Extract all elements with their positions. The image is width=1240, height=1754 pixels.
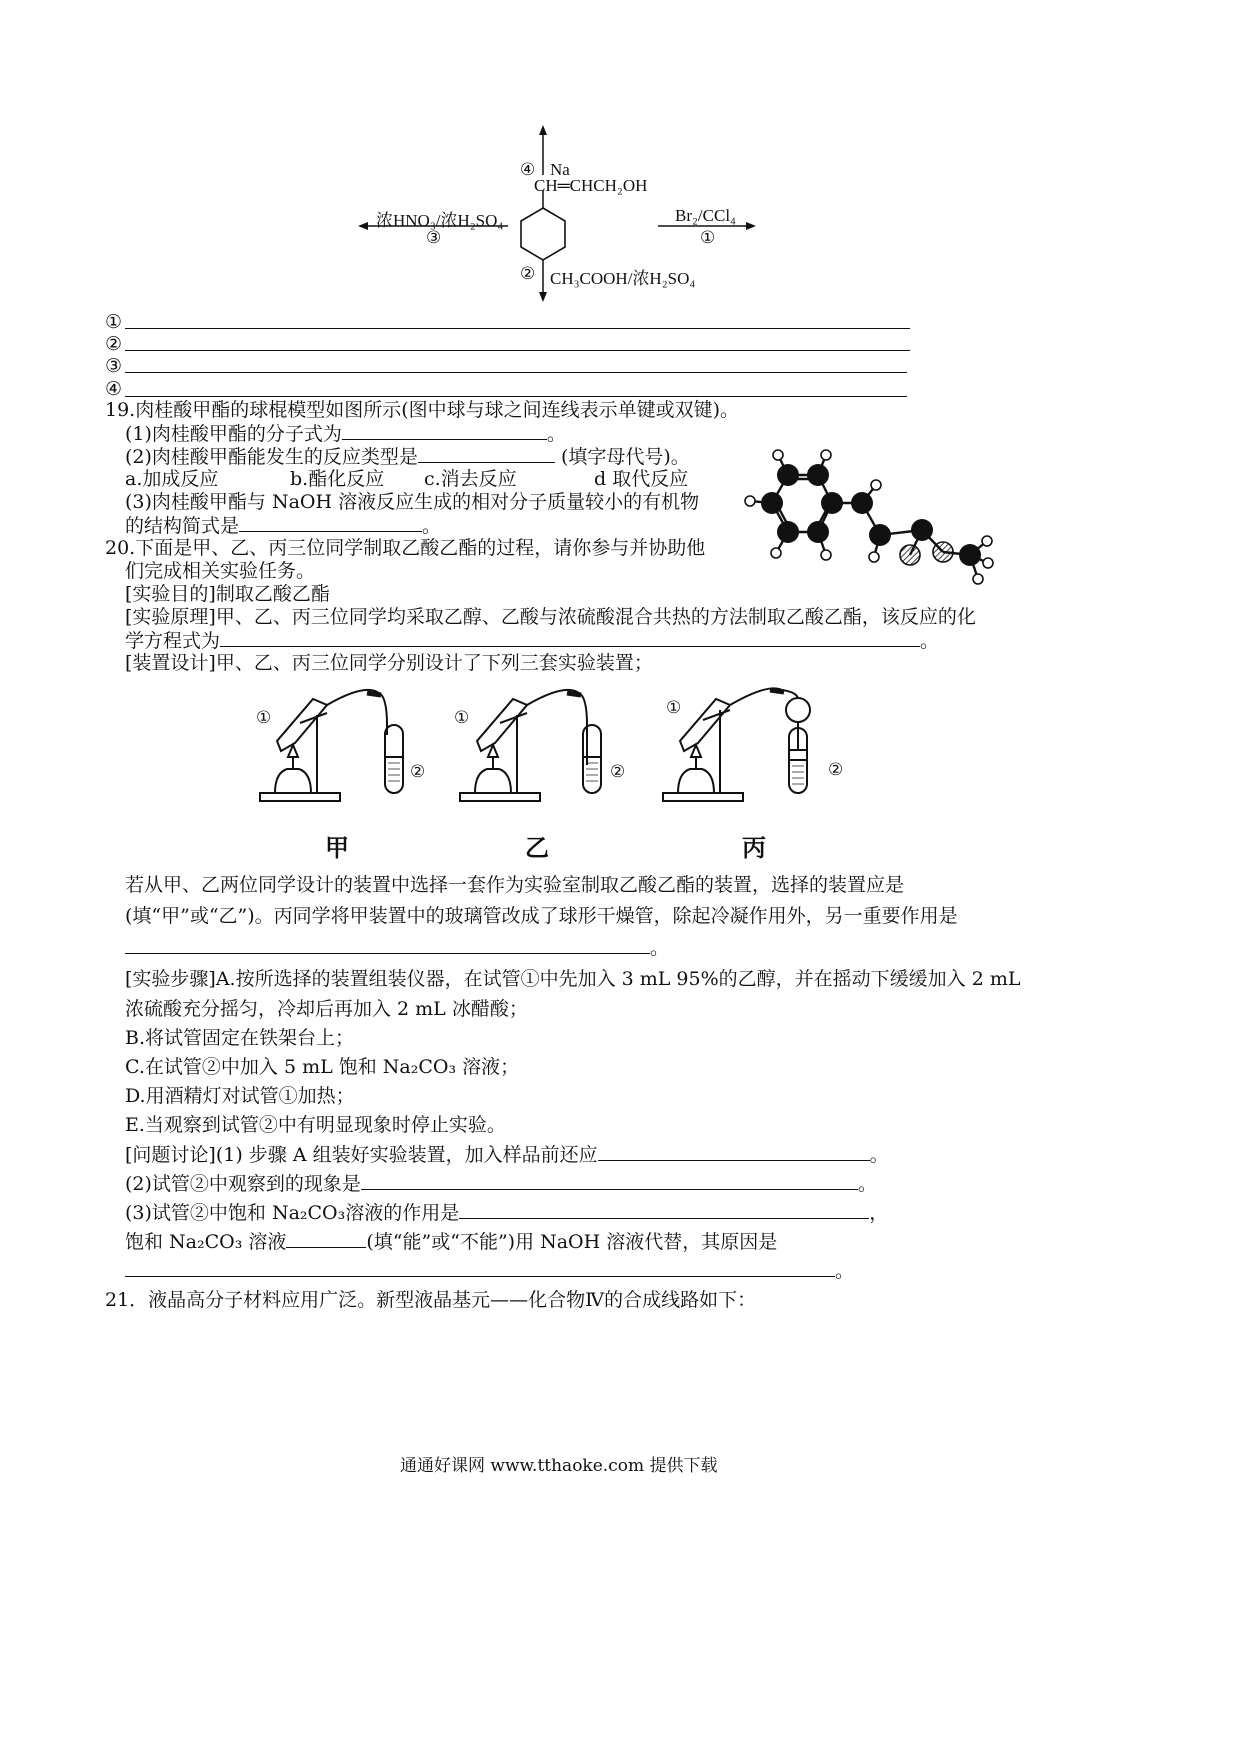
page-footer: 通通好课网 www.tthaoke.com 提供下载: [400, 1456, 718, 1476]
q20-discussion3: [125, 1200, 888, 1225]
q19-part1-text: (1)肉桂酸甲酯的分子式为: [125, 423, 342, 445]
step4-reagent: Na: [550, 160, 570, 179]
q19-part1: [125, 421, 566, 446]
q20-stepC: C.在试管②中加入 5 mL 饱和 Na₂CO₃ 溶液；: [125, 1056, 520, 1078]
bing-tube1-label: ①: [666, 698, 682, 717]
q19-formula-blank[interactable]: [342, 421, 547, 440]
q20-principle-line1: [实验原理]甲、乙、丙三位同学均采取乙醇、乙酸与浓硫酸混合共热的方法制取乙酸乙酯，该反应的化: [125, 606, 976, 628]
q20-drying-tube-blank[interactable]: [125, 935, 650, 954]
jia-tube1-label: ①: [256, 708, 272, 727]
apparatus-bing: [658, 680, 848, 810]
step3-reagent: 浓HNO₃/浓H₂SO₄: [376, 211, 504, 230]
bing-tube2-label: ②: [828, 760, 844, 779]
q19-option-b: b.酯化反应: [290, 468, 385, 490]
yi-tube1-label: ①: [454, 708, 470, 727]
q20-discussion5: [125, 1258, 854, 1283]
q20-discussion5-end: 。: [835, 1260, 855, 1282]
q20-stem-line2: 们完成相关实验任务。: [125, 560, 316, 582]
q19-structure-blank[interactable]: [239, 513, 422, 532]
q21-stem: 21．液晶高分子材料应用广泛。新型液晶基元——化合物Ⅳ的合成线路如下：: [105, 1289, 757, 1311]
q20-stepE: E.当观察到试管②中有明显现象时停止实验。: [125, 1114, 506, 1136]
step2-number: ②: [520, 264, 536, 283]
q20-principle-end: 。: [920, 630, 940, 652]
apparatus-yi-label: 乙: [525, 834, 549, 862]
answer-line-4[interactable]: [125, 377, 907, 397]
q20-discussion2-text: (2)试管②中观察到的现象是: [125, 1173, 361, 1195]
q19-option-d: d 取代反应: [594, 468, 689, 490]
yi-tube2-label: ②: [610, 762, 626, 781]
q20-discussion4-text: 饱和 Na₂CO₃ 溶液: [125, 1231, 287, 1253]
apparatus-bing-label: 丙: [742, 834, 766, 862]
apparatus-jia: [255, 685, 445, 810]
q19-part3-end: 。: [422, 515, 442, 537]
answer-line-2-label: ②: [105, 333, 123, 355]
q20-choose-line1: 若从甲、乙两位同学设计的装置中选择一套作为实验室制取乙酸乙酯的装置，选择的装置应是: [125, 874, 905, 896]
q20-discussion1-end: 。: [869, 1144, 889, 1166]
answer-line-1[interactable]: [125, 310, 910, 329]
step1-reagent: Br₂/CCl₄: [675, 206, 736, 225]
q19-part3-line1: (3)肉桂酸甲酯与 NaOH 溶液反应生成的相对分子质量较小的有机物: [125, 491, 700, 513]
q19-part2: [125, 444, 690, 469]
jia-tube2-label: ②: [410, 762, 426, 781]
q20-na2co3-role-blank[interactable]: [459, 1200, 869, 1219]
q19-stem: 19.肉桂酸甲酯的球棍模型如图所示(图中球与球之间连线表示单键或双键)。: [105, 399, 740, 421]
q19-part2-text: (2)肉桂酸甲酯能发生的反应类型是: [125, 446, 418, 468]
q20-discussion2: [125, 1171, 877, 1196]
q20-discussion1-text: [问题讨论](1) 步骤 A 组装好实验装置，加入样品前还应: [125, 1144, 598, 1166]
q19-option-c: c.消去反应: [424, 468, 517, 490]
q19-part2-end: (填字母代号)。: [554, 446, 690, 468]
q20-stepB: B.将试管固定在铁架台上；: [125, 1027, 355, 1049]
q20-design: [装置设计]甲、乙、丙三位同学分别设计了下列三套实验装置；: [125, 652, 653, 674]
answer-line-4-label: ④: [105, 378, 123, 400]
q20-check-blank[interactable]: [598, 1142, 870, 1161]
answer-line-3[interactable]: [125, 354, 907, 373]
answer-line-3-label: ③: [105, 355, 123, 377]
q20-stepD: D.用酒精灯对试管①加热；: [125, 1085, 355, 1107]
q19-reaction-type-blank[interactable]: [418, 444, 555, 463]
answer-line-1-label: ①: [105, 311, 123, 333]
ball-and-stick-model: [730, 445, 1010, 595]
q20-discussion3-text: (3)试管②中饱和 Na₂CO₃溶液的作用是: [125, 1202, 460, 1224]
step1-number: ①: [700, 228, 716, 247]
answer-line-2[interactable]: [125, 332, 910, 351]
step3-number: ③: [426, 228, 442, 247]
q20-choose-end: 。: [650, 937, 670, 959]
q20-stepA-line1: [实验步骤]A.按所选择的装置组装仪器，在试管①中先加入 3 mL 95%的乙醇，并在摇动下缓缓加入 2 mL: [125, 968, 1021, 990]
q20-purpose: [实验目的]制取乙酸乙酯: [125, 583, 330, 605]
substituent-label: CH═CHCH₂OH: [534, 176, 648, 195]
step2-reagent: CH₃COOH/浓H₂SO₄: [550, 269, 696, 288]
q19-part3-text: 的结构简式是: [125, 515, 240, 537]
apparatus-yi: [455, 685, 645, 810]
q19-part3-line2: [125, 513, 441, 538]
q20-discussion1: [125, 1142, 889, 1167]
q20-principle-line2: [125, 628, 939, 653]
step4-number: ④: [520, 160, 536, 179]
q19-option-a: a.加成反应: [125, 468, 219, 490]
q20-discussion4-end: (填“能”或“不能”)用 NaOH 溶液代替，其原因是: [366, 1231, 778, 1253]
apparatus-jia-label: 甲: [325, 834, 349, 862]
q20-can-replace-blank[interactable]: [286, 1229, 366, 1248]
q20-choose-line3: [125, 935, 669, 960]
q20-stem-line1: 20.下面是甲、乙、丙三位同学制取乙酸乙酯的过程，请你参与并协助他: [105, 537, 706, 559]
q20-discussion4: [125, 1229, 777, 1254]
q20-phenomenon-blank[interactable]: [361, 1171, 858, 1190]
q20-reason-blank[interactable]: [125, 1258, 835, 1277]
q20-choose-line2: (填“甲”或“乙”)。丙同学将甲装置中的玻璃管改成了球形干燥管，除起冷凝作用外，另一重要作用是: [125, 905, 958, 927]
q20-stepA-line2: 浓硫酸充分摇匀，冷却后再加入 2 mL 冰醋酸；: [125, 998, 528, 1020]
q20-equation-blank[interactable]: [220, 628, 920, 647]
q20-discussion2-end: 。: [857, 1173, 877, 1195]
q20-principle-text: 学方程式为: [125, 630, 221, 652]
q19-part1-end: 。: [546, 423, 566, 445]
q20-discussion3-end: ，: [869, 1202, 889, 1224]
